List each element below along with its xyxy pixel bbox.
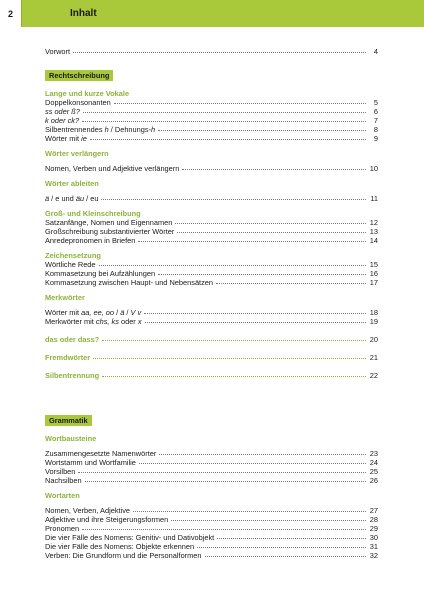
toc-entry[interactable] (45, 458, 378, 467)
toc-entry-label (45, 194, 98, 203)
label-part: h (151, 125, 156, 134)
toc-entry[interactable] (45, 476, 378, 485)
toc-entry[interactable] (45, 278, 378, 287)
toc-entry[interactable] (45, 269, 378, 278)
toc-entry-label: Vorwort (45, 47, 71, 56)
toc-entry[interactable] (45, 194, 378, 203)
page-title: Inhalt (70, 8, 97, 19)
leader-dots (171, 520, 366, 521)
toc-page-number: 18 (369, 308, 378, 317)
toc-entry[interactable] (45, 551, 378, 560)
leader-dots (217, 538, 366, 539)
leader-dots (145, 322, 366, 323)
toc-page-number: 28 (369, 515, 378, 524)
toc-entry[interactable] (45, 524, 378, 533)
label-part: aa, ee, oo (81, 308, 115, 317)
toc-page-number: 7 (373, 116, 378, 125)
toc-entry-label: k oder ck? (45, 116, 80, 125)
toc-page-number: 29 (369, 524, 378, 533)
toc-entry-label: Kommasetzung zwischen Haupt- und Nebensätzen (45, 278, 214, 287)
toc-page-number: 8 (373, 125, 378, 134)
toc-entry[interactable] (45, 260, 378, 269)
toc-entry[interactable] (45, 98, 378, 107)
toc-entry-label: Wörtliche Rede (45, 260, 96, 269)
leader-dots (82, 529, 366, 530)
toc-entry[interactable] (45, 308, 378, 317)
category-rechtschreibung: Rechtschreibung (45, 70, 113, 81)
leader-dots (216, 283, 366, 284)
toc-entry[interactable] (45, 227, 378, 236)
leader-dots (177, 232, 366, 233)
toc-page-number: 30 (369, 533, 378, 542)
leader-dots (90, 139, 366, 140)
toc-entry[interactable] (45, 125, 378, 134)
toc-entry-label: Pronomen (45, 524, 80, 533)
toc-entry-label: Verben: Die Grundform und die Personalformen (45, 551, 202, 560)
toc-entry-label: Doppelkonsonanten (45, 98, 111, 107)
label-part: h (104, 125, 109, 134)
section-title: Groß- und Kleinschreibung (45, 209, 141, 218)
leader-dots (93, 358, 366, 359)
toc-page-number: 13 (369, 227, 378, 236)
toc-entry-label: das oder dass? (45, 335, 100, 344)
toc-entry-label: Die vier Fälle des Nomens: Genitiv- und Dativobjekt (45, 533, 215, 542)
toc-entry-fremdwoerter[interactable] (45, 353, 378, 362)
toc-entry[interactable] (45, 107, 378, 116)
toc-entry[interactable] (45, 533, 378, 542)
toc-entry[interactable] (45, 449, 378, 458)
toc-entry-silbentrennung[interactable] (45, 371, 378, 380)
leader-dots (159, 454, 366, 455)
label-part: oder (118, 317, 138, 326)
toc-page-number: 24 (369, 458, 378, 467)
section-title: Wortbausteine (45, 434, 97, 443)
toc-page-number: 6 (373, 107, 378, 116)
toc-entry[interactable] (45, 542, 378, 551)
toc-entry-label (45, 125, 155, 134)
toc-page-number: 11 (370, 194, 378, 203)
toc-entry-label: Anredepronomen in Briefen (45, 236, 136, 245)
toc-page-number: 20 (369, 335, 378, 344)
leader-dots (205, 556, 366, 557)
toc-page-number: 17 (369, 278, 378, 287)
section-title: Merkwörter (45, 293, 85, 302)
toc-entry[interactable] (45, 467, 378, 476)
label-part: Silbentrennendes (45, 125, 105, 134)
leader-dots (197, 547, 366, 548)
toc-page-number: 27 (369, 506, 378, 515)
toc-page-number: 21 (369, 353, 378, 362)
toc-entry[interactable] (45, 317, 378, 326)
section-title: Wörter ableiten (45, 179, 99, 188)
toc-entry-label: Kommasetzung bei Aufzählungen (45, 269, 156, 278)
toc-entry[interactable] (45, 134, 378, 143)
toc-entry-label: Nomen, Verben, Adjektive (45, 506, 131, 515)
label-part: / e und (49, 194, 76, 203)
leader-dots (99, 265, 366, 266)
label-part: / (124, 308, 131, 317)
toc-page-number: 4 (373, 47, 378, 56)
toc-entry-label: Adjektive und ihre Steigerungsformen (45, 515, 169, 524)
section-title: Lange und kurze Vokale (45, 89, 130, 98)
label-part: V v (130, 308, 142, 317)
leader-dots (102, 340, 366, 341)
toc-page-number: 26 (369, 476, 378, 485)
leader-dots (158, 130, 366, 131)
leader-dots (82, 121, 366, 122)
label-part: chs, ks (95, 317, 119, 326)
toc-entry[interactable] (45, 164, 378, 173)
toc-entry-vorwort[interactable] (45, 47, 378, 56)
toc-page-number: 10 (369, 164, 378, 173)
toc-page-number: 31 (369, 542, 378, 551)
leader-dots (101, 199, 366, 200)
toc-entry-label (45, 308, 141, 317)
label-part: / eu (84, 194, 99, 203)
label-part: Wörter mit (45, 134, 82, 143)
toc-page-number: 12 (369, 218, 378, 227)
leader-dots (175, 223, 366, 224)
toc-entry-label: ss oder ß? (45, 107, 80, 116)
page-number: 2 (0, 0, 22, 27)
header-band (0, 0, 424, 27)
toc-entry-label: Silbentrennung (45, 371, 100, 380)
toc-entry[interactable] (45, 506, 378, 515)
leader-dots (78, 472, 366, 473)
toc-entry-label (45, 317, 142, 326)
leader-dots (139, 463, 366, 464)
toc-entry-label: Fremdwörter (45, 353, 91, 362)
toc-entry-label: Zusammengesetzte Namenwörter (45, 449, 157, 458)
toc-entry-label: Nomen, Verben und Adjektive verlängern (45, 164, 180, 173)
leader-dots (182, 169, 366, 170)
toc-entry[interactable] (45, 236, 378, 245)
toc-page-number: 25 (369, 467, 378, 476)
label-part: / Dehnungs- (108, 125, 152, 134)
leader-dots (133, 511, 366, 512)
leader-dots (85, 481, 366, 482)
toc-page-number: 19 (369, 317, 378, 326)
toc-page-number: 14 (369, 236, 378, 245)
toc-page-number: 15 (369, 260, 378, 269)
toc-page-number: 9 (373, 134, 378, 143)
label-part: äu (75, 194, 85, 203)
leader-dots (114, 103, 366, 104)
leader-dots (102, 376, 366, 377)
toc-entry-label: Großschreibung substantivierter Wörter (45, 227, 175, 236)
label-part: ie (81, 134, 87, 143)
leader-dots (83, 112, 366, 113)
toc-entry-label: Wortstamm und Wortfamilie (45, 458, 136, 467)
category-grammatik: Grammatik (45, 415, 92, 426)
toc-entry-label: Vorsilben (45, 467, 76, 476)
section-title: Wörter verlängern (45, 149, 109, 158)
toc-page-number: 23 (369, 449, 378, 458)
toc-page-number: 22 (369, 371, 378, 380)
toc-entry[interactable] (45, 515, 378, 524)
toc-entry-label: Nachsilben (45, 476, 82, 485)
label-part: Wörter mit (45, 308, 82, 317)
toc-entry-label (45, 134, 87, 143)
toc-page-number: 32 (369, 551, 378, 560)
label-part: ä (120, 308, 125, 317)
toc-entry-label: Die vier Fälle des Nomens: Objekte erkennen (45, 542, 195, 551)
toc-page-number: 5 (373, 98, 378, 107)
toc-entry[interactable] (45, 218, 378, 227)
leader-dots (144, 313, 366, 314)
section-title: Zeichensetzung (45, 251, 101, 260)
toc-page-number: 16 (369, 269, 378, 278)
toc-entry-das-dass[interactable] (45, 335, 378, 344)
label-part: x (137, 317, 142, 326)
section-title: Wortarten (45, 491, 80, 500)
toc-entry[interactable] (45, 116, 378, 125)
label-part: Merkwörter mit (45, 317, 96, 326)
leader-dots (138, 241, 366, 242)
toc-entry-label: Satzanfänge, Nomen und Eigennamen (45, 218, 173, 227)
label-part: / (114, 308, 121, 317)
leader-dots (158, 274, 366, 275)
table-of-contents (45, 47, 378, 560)
leader-dots (73, 52, 366, 53)
label-part: ä (45, 194, 50, 203)
